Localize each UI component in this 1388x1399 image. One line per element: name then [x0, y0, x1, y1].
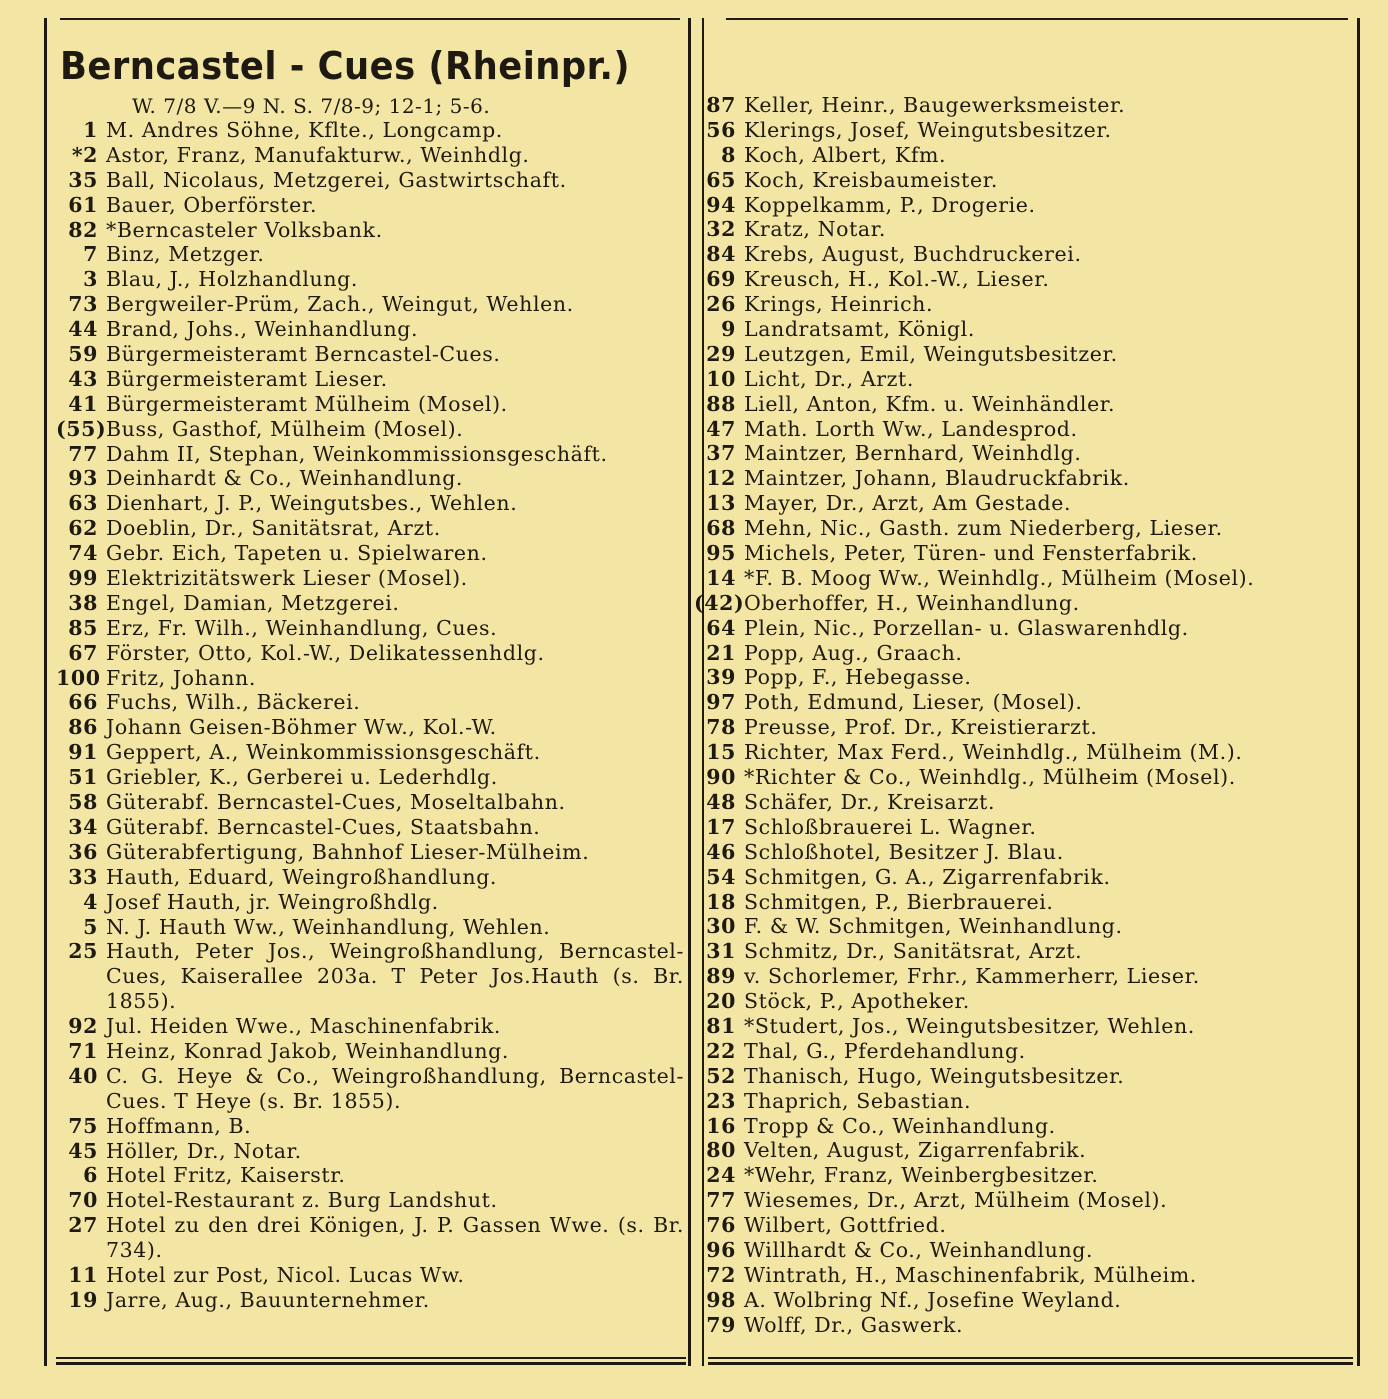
subscriber-text: N. J. Hauth Ww., Weinhandlung, Wehlen. — [106, 914, 551, 939]
phone-number: (42) — [694, 590, 745, 615]
phone-number: 31 — [706, 939, 736, 964]
phone-number: 46 — [706, 839, 736, 864]
subscriber-text: Licht, Dr., Arzt. — [744, 366, 915, 391]
subscriber-text: Hoffmann, B. — [106, 1113, 252, 1138]
phone-number: 54 — [706, 864, 736, 889]
phone-number: 80 — [706, 1138, 736, 1163]
subscriber-text: Griebler, K., Gerberei u. Lederhdlg. — [106, 765, 498, 790]
subscriber-text: Höller, Dr., Notar. — [106, 1138, 302, 1163]
bottom-rule-right-1 — [708, 1357, 1353, 1359]
subscriber-text: Doeblin, Dr., Sanitätsrat, Arzt. — [106, 516, 441, 541]
subscriber-text: Liell, Anton, Kfm. u. Weinhändler. — [744, 391, 1116, 416]
phone-number: 23 — [706, 1088, 736, 1113]
phone-number: 43 — [68, 366, 98, 391]
directory-entry — [56, 690, 684, 715]
phone-number: 21 — [706, 640, 736, 665]
phone-number: 38 — [68, 590, 98, 615]
phone-number: 44 — [68, 317, 98, 342]
directory-entry — [694, 267, 1346, 292]
directory-entry — [56, 367, 684, 392]
subscriber-text: Kratz, Notar. — [744, 217, 887, 242]
phone-number: 63 — [68, 491, 98, 516]
directory-entry — [56, 118, 684, 143]
directory-entry — [56, 466, 684, 491]
phone-number: 36 — [68, 839, 98, 864]
directory-entry — [694, 765, 1346, 790]
directory-entry — [694, 1014, 1346, 1039]
directory-entry — [56, 566, 684, 591]
phone-number: 78 — [706, 715, 736, 740]
phone-number: 9 — [721, 317, 736, 342]
left-column — [56, 118, 684, 1313]
subscriber-text: Klerings, Josef, Weingutsbesitzer. — [744, 117, 1112, 142]
phone-number: 66 — [68, 690, 98, 715]
phone-number: 79 — [706, 1312, 736, 1337]
directory-entry — [694, 740, 1346, 765]
subscriber-text: Velten, August, Zigarrenfabrik. — [744, 1138, 1087, 1163]
directory-entry — [694, 1188, 1346, 1213]
directory-entry — [694, 491, 1346, 516]
subscriber-text: *Studert, Jos., Weingutsbesitzer, Wehlen. — [744, 1013, 1195, 1038]
subscriber-text: F. & W. Schmitgen, Weinhandlung. — [744, 914, 1123, 939]
subscriber-text: Bürgermeisteramt Berncastel-Cues. — [106, 342, 501, 367]
subscriber-text: Leutzgen, Emil, Weingutsbesitzer. — [744, 341, 1118, 366]
directory-entry — [694, 865, 1346, 890]
directory-entry — [56, 392, 684, 417]
subscriber-text: Krebs, August, Buchdruckerei. — [744, 242, 1082, 267]
bottom-rule-left-1 — [56, 1357, 686, 1359]
subscriber-text: Tropp & Co., Weinhandlung. — [744, 1113, 1056, 1138]
phone-number: 13 — [706, 491, 736, 516]
subscriber-text: Maintzer, Bernhard, Weinhdlg. — [744, 441, 1082, 466]
subscriber-text: Astor, Franz, Manufakturw., Weinhdlg. — [106, 142, 530, 167]
directory-entry — [694, 1138, 1346, 1163]
phone-number: 40 — [68, 1063, 98, 1088]
phone-number: 41 — [68, 391, 98, 416]
phone-number: 48 — [706, 789, 736, 814]
subscriber-text: Poth, Edmund, Lieser, (Mosel). — [744, 690, 1083, 715]
subscriber-text: Schloßbrauerei L. Wagner. — [744, 814, 1037, 839]
directory-entry — [694, 541, 1346, 566]
subscriber-text: Michels, Peter, Türen- und Fensterfabrik. — [744, 541, 1198, 566]
subscriber-text: Güterabf. Berncastel-Cues, Moseltalbahn. — [106, 790, 566, 815]
subscriber-text: Math. Lorth Ww., Landesprod. — [744, 416, 1078, 441]
directory-entry — [694, 367, 1346, 392]
phone-number: 96 — [706, 1237, 736, 1262]
phone-number: 95 — [706, 541, 736, 566]
phone-number: 35 — [68, 167, 98, 192]
page-title: Berncastel - Cues (Rheinpr.) — [60, 44, 631, 88]
subscriber-text: Deinhardt & Co., Weinhandlung. — [106, 466, 464, 491]
directory-entry — [56, 417, 684, 442]
subscriber-text: Krings, Heinrich. — [744, 292, 934, 317]
directory-entry — [694, 441, 1346, 466]
subscriber-text: Preusse, Prof. Dr., Kreistierarzt. — [744, 715, 1098, 740]
subscriber-text: Bürgermeisteramt Mülheim (Mosel). — [106, 391, 508, 416]
phone-number: 14 — [706, 565, 736, 590]
phone-number: 97 — [706, 690, 736, 715]
subscriber-text: Binz, Metzger. — [106, 242, 265, 267]
directory-entry — [56, 1188, 684, 1213]
subscriber-text: Fuchs, Wilh., Bäckerei. — [106, 690, 361, 715]
directory-entry — [694, 143, 1346, 168]
directory-entry — [694, 1288, 1346, 1313]
phone-number: 89 — [706, 964, 736, 989]
phone-number: 17 — [706, 814, 736, 839]
subscriber-text: Mehn, Nic., Gasth. zum Niederberg, Lieser. — [744, 516, 1223, 541]
directory-entry — [56, 790, 684, 815]
directory-entry — [694, 914, 1346, 939]
directory-entry — [694, 217, 1346, 242]
subscriber-text: Mayer, Dr., Arzt, Am Gestade. — [744, 491, 1072, 516]
directory-entry — [694, 641, 1346, 666]
subscriber-text: Wiesemes, Dr., Arzt, Mülheim (Mosel). — [744, 1188, 1168, 1213]
phone-number: 12 — [706, 466, 736, 491]
right-column — [694, 93, 1346, 1338]
directory-entry — [56, 267, 684, 292]
phone-number: 27 — [68, 1213, 98, 1238]
phone-number: 10 — [706, 366, 736, 391]
directory-entry — [56, 765, 684, 790]
phone-number: 29 — [706, 341, 736, 366]
directory-entry — [694, 1263, 1346, 1288]
phone-number: 84 — [706, 242, 736, 267]
subscriber-text: Kreusch, H., Kol.-W., Lieser. — [744, 267, 1050, 292]
subscriber-text: Engel, Damian, Metzgerei. — [106, 590, 400, 615]
subscriber-text: Wilbert, Gottfried. — [744, 1213, 947, 1238]
directory-entry — [56, 939, 684, 1014]
directory-entry — [694, 665, 1346, 690]
phone-number: 74 — [68, 541, 98, 566]
directory-entry — [694, 815, 1346, 840]
directory-entry — [694, 1114, 1346, 1139]
subscriber-text: Popp, F., Hebegasse. — [744, 665, 972, 690]
phone-number: 7 — [83, 242, 98, 267]
directory-entry — [56, 1263, 684, 1288]
directory-entry — [56, 491, 684, 516]
directory-entry — [56, 616, 684, 641]
phone-number: 39 — [706, 665, 736, 690]
top-rule-left — [60, 18, 680, 20]
subscriber-text: Landratsamt, Königl. — [744, 317, 975, 342]
subscriber-text: Hotel Fritz, Kaiserstr. — [106, 1163, 346, 1188]
subscriber-text: Elektrizitätswerk Lieser (Mosel). — [106, 566, 468, 591]
subscriber-text: Plein, Nic., Porzellan- u. Glaswarenhdlg. — [744, 615, 1189, 640]
directory-entry — [56, 1163, 684, 1188]
directory-entry — [56, 317, 684, 342]
phone-number: 4 — [83, 889, 98, 914]
subscriber-text: v. Schorlemer, Frhr., Kammerherr, Lieser. — [744, 964, 1200, 989]
phone-number: 58 — [68, 790, 98, 815]
directory-entry — [56, 591, 684, 616]
directory-entry — [694, 1064, 1346, 1089]
subscriber-text: Johann Geisen-Böhmer Ww., Kol.-W. — [106, 715, 497, 740]
directory-entry — [694, 939, 1346, 964]
phone-number: 30 — [706, 914, 736, 939]
phone-number: 70 — [68, 1188, 98, 1213]
directory-entry — [694, 1238, 1346, 1263]
phone-number: 34 — [68, 814, 98, 839]
subscriber-text: Koch, Albert, Kfm. — [744, 142, 947, 167]
directory-entry — [694, 168, 1346, 193]
bottom-rule-left-2 — [56, 1362, 686, 1365]
subscriber-text: Bauer, Oberförster. — [106, 192, 318, 217]
subscriber-text: Güterabfertigung, Bahnhof Lieser-Mülheim. — [106, 839, 590, 864]
phone-number: 25 — [68, 939, 98, 964]
left-border — [44, 18, 47, 1366]
subscriber-text: Hotel zur Post, Nicol. Lucas Ww. — [106, 1263, 465, 1288]
directory-entry — [56, 915, 684, 940]
phone-number: 94 — [706, 192, 736, 217]
subscriber-text: Schmitgen, G. A., Zigarrenfabrik. — [744, 864, 1111, 889]
directory-entry — [694, 790, 1346, 815]
phone-number: 77 — [68, 441, 98, 466]
directory-entry — [56, 740, 684, 765]
phone-number: 88 — [706, 391, 736, 416]
subscriber-text: Wintrath, H., Maschinenfabrik, Mülheim. — [744, 1262, 1197, 1287]
directory-entry — [56, 193, 684, 218]
directory-entry — [694, 715, 1346, 740]
phone-number: 32 — [706, 217, 736, 242]
subscriber-text: Hauth, Peter Jos., Weingroßhandlung, Berncastel-Cues, Kaiserallee 203a. T Peter Jos.Hauth (s. Br. 1855). — [106, 939, 684, 1014]
phone-number: 85 — [68, 615, 98, 640]
phone-number: 56 — [706, 117, 736, 142]
subscriber-text: Buss, Gasthof, Mülheim (Mosel). — [106, 416, 464, 441]
phone-number: 93 — [68, 466, 98, 491]
subscriber-text: Gebr. Eich, Tapeten u. Spielwaren. — [106, 541, 488, 566]
directory-entry — [56, 1139, 684, 1164]
directory-entry — [694, 1163, 1346, 1188]
phone-number: 72 — [706, 1262, 736, 1287]
directory-entry — [56, 890, 684, 915]
subscriber-text: Schmitgen, P., Bierbrauerei. — [744, 889, 1054, 914]
phone-number: 33 — [68, 864, 98, 889]
directory-entry — [694, 118, 1346, 143]
directory-entry — [56, 1064, 684, 1114]
subscriber-text: Bergweiler-Prüm, Zach., Weingut, Wehlen. — [106, 292, 574, 317]
phone-number: 73 — [68, 292, 98, 317]
subscriber-text: *Wehr, Franz, Weinbergbesitzer. — [744, 1163, 1099, 1188]
directory-entry — [56, 715, 684, 740]
directory-entry — [694, 566, 1346, 591]
phone-number: (55) — [56, 416, 107, 441]
directory-entry — [694, 1039, 1346, 1064]
directory-entry — [56, 541, 684, 566]
phone-number: 87 — [706, 93, 736, 117]
subscriber-text: Koppelkamm, P., Drogerie. — [744, 192, 1036, 217]
right-border — [1357, 18, 1360, 1366]
subscriber-text: Thanisch, Hugo, Weingutsbesitzer. — [744, 1063, 1125, 1088]
phone-number: 11 — [68, 1263, 98, 1288]
directory-entry — [56, 641, 684, 666]
phone-number: 5 — [83, 914, 98, 939]
directory-entry — [56, 865, 684, 890]
phone-number: 45 — [68, 1138, 98, 1163]
directory-entry — [56, 815, 684, 840]
directory-entry — [56, 666, 684, 691]
directory-entry — [694, 242, 1346, 267]
subscriber-text: Schmitz, Dr., Sanitätsrat, Arzt. — [744, 939, 1083, 964]
phone-number: 61 — [68, 192, 98, 217]
subscriber-text: Koch, Kreisbaumeister. — [744, 167, 998, 192]
bottom-rule-right-2 — [708, 1362, 1353, 1365]
phone-number: 18 — [706, 889, 736, 914]
subscriber-text: Förster, Otto, Kol.-W., Delikatessenhdlg. — [106, 640, 545, 665]
subscriber-text: Josef Hauth, jr. Weingroßhdlg. — [106, 889, 439, 914]
directory-entry — [56, 1014, 684, 1039]
subscriber-text: Güterabf. Berncastel-Cues, Staatsbahn. — [106, 814, 541, 839]
subscriber-text: Thaprich, Sebastian. — [744, 1088, 972, 1113]
phone-number: 99 — [68, 566, 98, 591]
phone-number: 86 — [68, 715, 98, 740]
directory-entry — [694, 591, 1346, 616]
phone-number: 68 — [706, 516, 736, 541]
phone-number: 15 — [706, 740, 736, 765]
subscriber-text: Popp, Aug., Graach. — [744, 640, 963, 665]
subscriber-text: Jarre, Aug., Bauunternehmer. — [106, 1287, 430, 1312]
directory-entry — [694, 466, 1346, 491]
directory-entry — [694, 342, 1346, 367]
phone-number: 82 — [68, 217, 98, 242]
directory-entry — [694, 890, 1346, 915]
directory-entry — [694, 417, 1346, 442]
directory-entry — [694, 840, 1346, 865]
subscriber-text: *F. B. Moog Ww., Weinhdlg., Mülheim (Mosel). — [744, 565, 1255, 590]
subscriber-text: A. Wolbring Nf., Josefine Weyland. — [744, 1287, 1122, 1312]
directory-entry — [694, 989, 1346, 1014]
subscriber-text: M. Andres Söhne, Kflte., Longcamp. — [106, 118, 503, 142]
phone-number: 92 — [68, 1014, 98, 1039]
phone-number: 52 — [706, 1063, 736, 1088]
phone-number: 71 — [68, 1039, 98, 1063]
phone-number: 64 — [706, 615, 736, 640]
subscriber-text: Ball, Nicolaus, Metzgerei, Gastwirtschaft. — [106, 167, 567, 192]
phone-number: 19 — [68, 1287, 98, 1312]
phone-number: 26 — [706, 292, 736, 317]
phone-number: 51 — [68, 765, 98, 790]
directory-entry — [694, 516, 1346, 541]
subscriber-text: Richter, Max Ferd., Weinhdlg., Mülheim (M.). — [744, 740, 1243, 765]
phone-number: 69 — [706, 267, 736, 292]
phone-number: 20 — [706, 989, 736, 1014]
directory-entry — [694, 964, 1346, 989]
directory-entry — [694, 1213, 1346, 1238]
subscriber-text: Fritz, Johann. — [106, 665, 256, 690]
subscriber-text: Stöck, P., Apotheker. — [744, 989, 970, 1014]
subscriber-text: *Berncasteler Volksbank. — [106, 217, 383, 242]
top-rule-right — [726, 18, 1348, 20]
subscriber-text: Dahm II, Stephan, Weinkommissionsgeschäft. — [106, 441, 608, 466]
directory-entry — [694, 317, 1346, 342]
phone-number: 77 — [706, 1188, 736, 1213]
phone-number: 100 — [56, 665, 101, 690]
subscriber-text: Maintzer, Johann, Blaudruckfabrik. — [744, 466, 1130, 491]
directory-entry — [56, 1114, 684, 1139]
subscriber-text: Schäfer, Dr., Kreisarzt. — [744, 789, 996, 814]
phone-number: 6 — [83, 1163, 98, 1188]
phone-number: 76 — [706, 1213, 736, 1238]
directory-entry — [56, 143, 684, 168]
phone-number: 3 — [83, 267, 98, 292]
subscriber-text: C. G. Heye & Co., Weingroßhandlung, Berncastel-Cues. T Heye (s. Br. 1855). — [106, 1063, 684, 1113]
subscriber-text: Thal, G., Pferdehandlung. — [744, 1038, 1026, 1063]
directory-entry — [694, 690, 1346, 715]
directory-entry — [56, 1288, 684, 1313]
subscriber-text: Schloßhotel, Besitzer J. Blau. — [744, 839, 1064, 864]
phone-number: *2 — [71, 142, 98, 167]
directory-entry — [694, 93, 1346, 118]
phone-number: 47 — [706, 416, 736, 441]
directory-entry — [56, 168, 684, 193]
directory-entry — [56, 516, 684, 541]
subscriber-text: Blau, J., Holzhandlung. — [106, 267, 358, 292]
phone-number: 67 — [68, 640, 98, 665]
subscriber-text: Erz, Fr. Wilh., Weinhandlung, Cues. — [106, 615, 498, 640]
directory-entry — [56, 242, 684, 267]
directory-entry — [694, 392, 1346, 417]
directory-entry — [56, 292, 684, 317]
directory-entry — [56, 442, 684, 467]
phone-number: 81 — [706, 1013, 736, 1038]
phone-number: 98 — [706, 1287, 736, 1312]
directory-entry — [694, 616, 1346, 641]
directory-entry — [56, 218, 684, 243]
directory-entry — [56, 1039, 684, 1064]
subscriber-text: Heinz, Konrad Jakob, Weinhandlung. — [106, 1039, 509, 1063]
subscriber-text: Wolff, Dr., Gaswerk. — [744, 1312, 964, 1337]
subscriber-text: Hauth, Eduard, Weingroßhandlung. — [106, 864, 498, 889]
phone-number: 59 — [68, 342, 98, 367]
directory-entry — [56, 840, 684, 865]
subscriber-text: Geppert, A., Weinkommissionsgeschäft. — [106, 740, 541, 765]
phone-number: 16 — [706, 1113, 736, 1138]
subscriber-text: Hotel zu den drei Königen, J. P. Gassen Wwe. (s. Br. 734). — [106, 1213, 684, 1263]
subscriber-text: Willhardt & Co., Weinhandlung. — [744, 1237, 1094, 1262]
phone-number: 22 — [706, 1038, 736, 1063]
phone-number: 24 — [706, 1163, 736, 1188]
directory-entry — [56, 1213, 684, 1263]
center-divider-left — [688, 18, 691, 1366]
subscriber-text: Jul. Heiden Wwe., Maschinenfabrik. — [106, 1014, 501, 1039]
phone-number: 62 — [68, 516, 98, 541]
directory-entry — [56, 342, 684, 367]
office-hours: W. 7/8 V.—9 N. S. 7/8-9; 12-1; 5-6. — [132, 94, 491, 118]
phone-number: 8 — [721, 142, 736, 167]
directory-entry — [694, 292, 1346, 317]
phone-number: 90 — [706, 765, 736, 790]
phone-number: 1 — [83, 118, 98, 142]
subscriber-text: Dienhart, J. P., Weingutsbes., Wehlen. — [106, 491, 518, 516]
phone-number: 37 — [706, 441, 736, 466]
directory-entry — [694, 193, 1346, 218]
subscriber-text: *Richter & Co., Weinhdlg., Mülheim (Mosel). — [744, 765, 1236, 790]
directory-entry — [694, 1313, 1346, 1338]
phone-number: 91 — [68, 740, 98, 765]
subscriber-text: Bürgermeisteramt Lieser. — [106, 366, 388, 391]
phone-number: 65 — [706, 167, 736, 192]
phone-number: 75 — [68, 1113, 98, 1138]
subscriber-text: Brand, Johs., Weinhandlung. — [106, 317, 419, 342]
directory-entry — [694, 1089, 1346, 1114]
subscriber-text: Keller, Heinr., Baugewerksmeister. — [744, 93, 1126, 117]
subscriber-text: Oberhoffer, H., Weinhandlung. — [744, 590, 1080, 615]
subscriber-text: Hotel-Restaurant z. Burg Landshut. — [106, 1188, 498, 1213]
